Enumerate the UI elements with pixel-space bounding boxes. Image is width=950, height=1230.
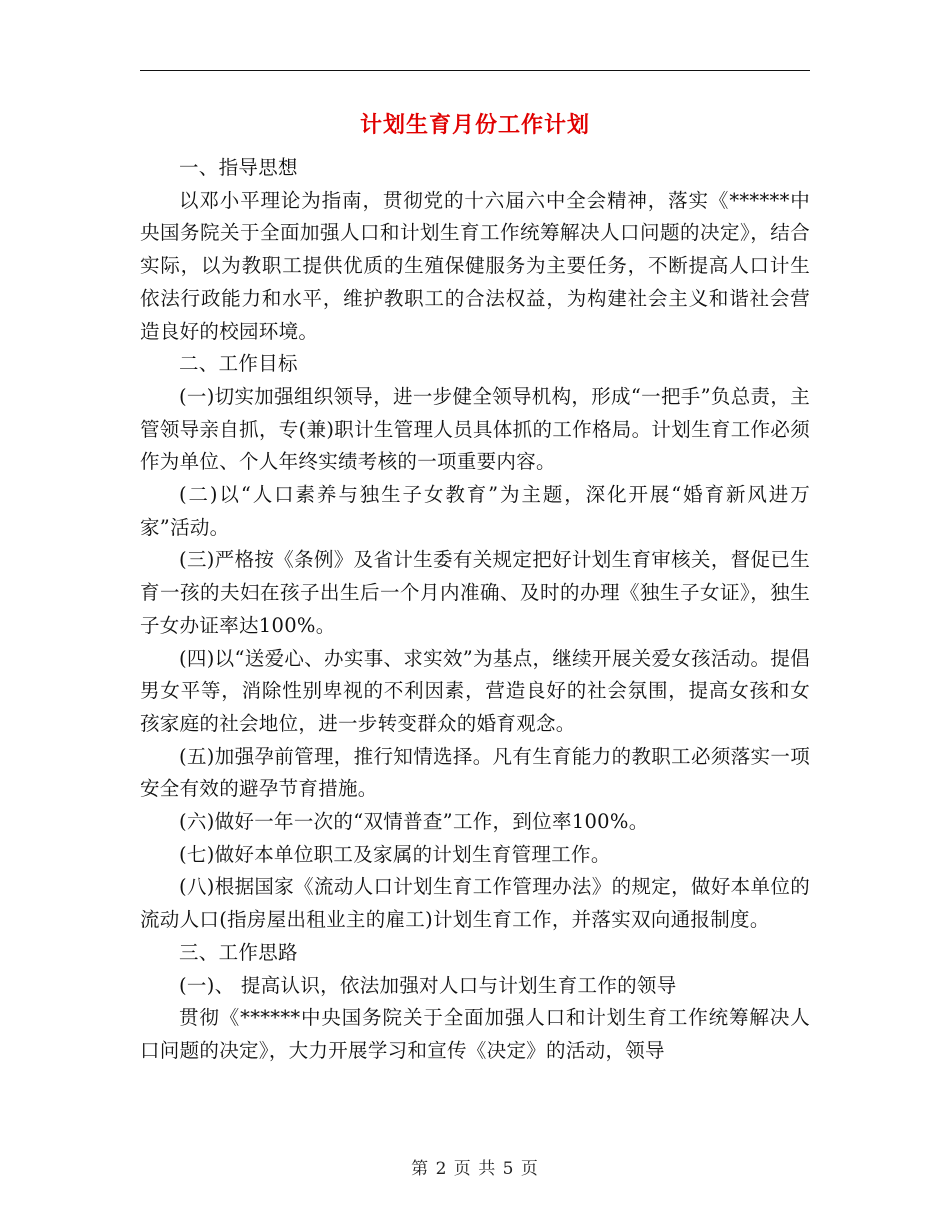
header-rule xyxy=(140,70,810,71)
document-title: 计划生育月份工作计划 xyxy=(359,112,590,138)
paragraph-goal-4: (四)以“送爱心、办实事、求实效”为基点，继续开展关爱女孩活动。提倡男女平等，消除性别卑视的不利因素，营造良好的社会氛围，提高女孩和女孩家庭的社会地位，进一步转变群众的婚育观念。 xyxy=(140,646,810,735)
paragraph-goal-2: (二)以“人口素养与独生子女教育”为主题，深化开展“婚育新风进万家”活动。 xyxy=(140,483,810,539)
paragraph-goal-7: (七)做好本单位职工及家属的计划生育管理工作。 xyxy=(179,842,611,866)
page-number-label: 第 2 页 共 5 页 xyxy=(411,1159,539,1179)
page-footer xyxy=(140,1154,810,1179)
paragraph-goal-3: (三)严格按《条例》及省计生委有关规定把好计划生育审核关，督促已生育一孩的夫妇在孩子出生后一个月内准确、及时的办理《独生子女证》，独生子女办证率达100%。 xyxy=(140,548,810,637)
subheading-approach-1: (一)、 提高认识，依法加强对人口与计划生育工作的领导 xyxy=(179,973,677,997)
heading-guiding-ideology: 一、指导思想 xyxy=(179,156,298,179)
paragraph-guiding-ideology: 以邓小平理论为指南，贯彻党的十六届六中全会精神，落实《******中央国务院关于全面加强人口和计划生育工作统筹解决人口问题的决定》，结合实际，以为教职工提供优质的生殖保健服务为主要任务，不断提高人口计生依法行政能力和水平，维护教职工的合法权益，为构建社会主义和谐社会营造良好的校园环境。 xyxy=(140,188,810,343)
document-body xyxy=(140,152,810,1068)
paragraph-goal-5: (五)加强孕前管理，推行知情选择。凡有生育能力的教职工必须落实一项安全有效的避孕节育措施。 xyxy=(140,744,810,801)
paragraph-goal-8: (八)根据国家《流动人口计划生育工作管理办法》的规定，做好本单位的流动人口(指房屋出租业主的雇工)计划生育工作，并落实双向通报制度。 xyxy=(140,875,810,932)
paragraph-goal-6: (六)做好一年一次的“双情普查”工作，到位率100%。 xyxy=(179,810,649,834)
paragraph-approach-1: 贯彻《******中央国务院关于全面加强人口和计划生育工作统筹解决人口问题的决定》，大力开展学习和宣传《决定》的活动，领导 xyxy=(140,1006,810,1062)
paragraph-goal-1: (一)切实加强组织领导，进一步健全领导机构，形成“一把手”负总责，主管领导亲自抓，专(兼)职计生管理人员具体抓的工作格局。计划生育工作必须作为单位、个人年终实绩考核的一项重要内容。 xyxy=(140,384,810,474)
heading-work-goals: 二、工作目标 xyxy=(179,352,298,376)
heading-work-approach: 三、工作思路 xyxy=(179,940,298,964)
